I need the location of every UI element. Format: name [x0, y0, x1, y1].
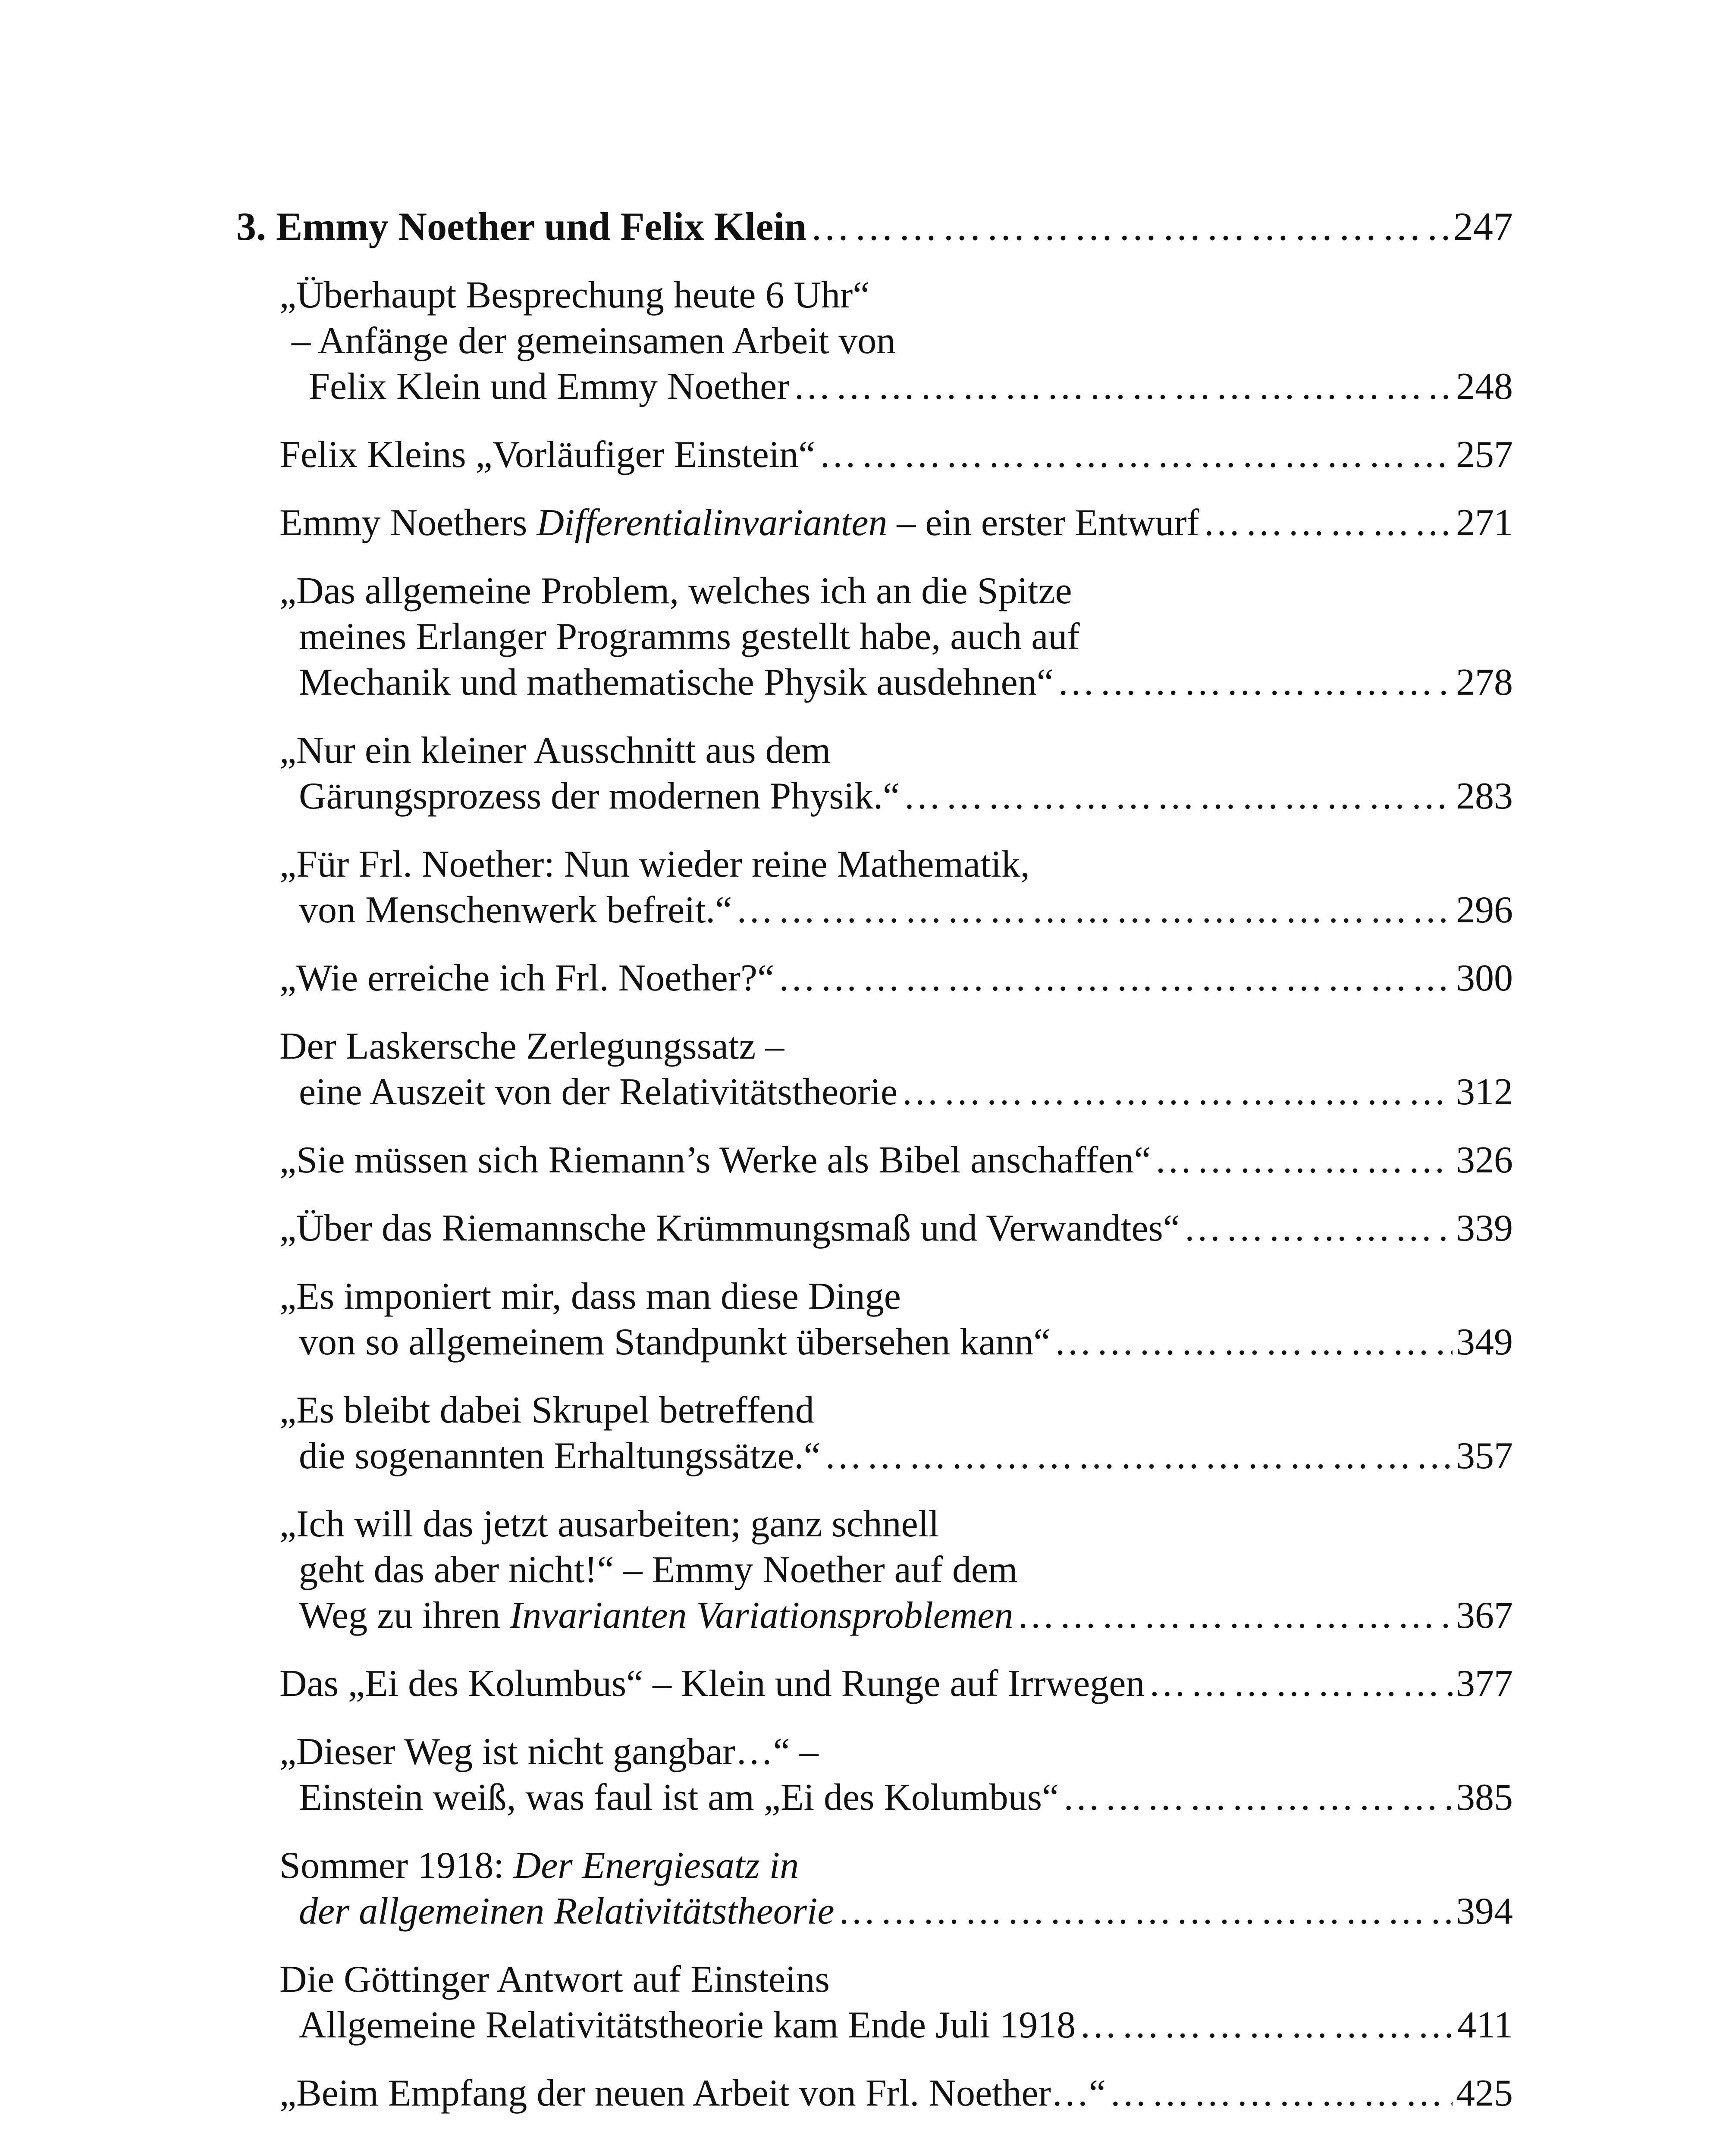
- page-number: 377: [1456, 1663, 1513, 1705]
- toc-entry: [236, 1501, 1513, 1639]
- entry-line: geht das aber nicht!“ – Emmy Noether auf dem: [299, 1549, 1018, 1591]
- page-number: 339: [1456, 1207, 1513, 1249]
- toc-entry: [236, 1274, 1513, 1365]
- leader-dots: [735, 887, 1453, 933]
- italic-title: Invarianten Variationsproblemen: [509, 1595, 1013, 1636]
- entry-line: „Für Frl. Noether: Nun wieder reine Mathematik,: [279, 843, 1030, 885]
- entry-title: „Sie müssen sich Riemann’s Werke als Bibel anschaffen“: [279, 1139, 1151, 1181]
- entry-title: von Menschenwerk befreit.“: [299, 889, 732, 931]
- entry-line: – Anfänge der gemeinsamen Arbeit von: [292, 320, 896, 362]
- toc-entry: [236, 1661, 1513, 1707]
- entry-line: Der Laskersche Zerlegungssatz –: [279, 1025, 784, 1067]
- leader-dots: [1062, 1775, 1453, 1821]
- page-number: 300: [1456, 957, 1513, 999]
- page-number: 349: [1456, 1321, 1513, 1363]
- toc-entry: [236, 2071, 1513, 2116]
- entry-line: „Überhaupt Besprechung heute 6 Uhr“: [279, 274, 870, 316]
- toc-entry: [236, 273, 1513, 410]
- toc-entry: [236, 842, 1513, 933]
- entry-title: Weg zu ihren Invarianten Variationsproblemen: [299, 1595, 1013, 1636]
- entry-line: „Es imponiert mir, dass man diese Dinge: [279, 1275, 901, 1317]
- entry-line: „Es bleibt dabei Skrupel betreffend: [279, 1389, 814, 1431]
- entry-line: meines Erlanger Programms gestellt habe, auch auf: [299, 616, 1080, 658]
- leader-dots: [901, 1069, 1453, 1115]
- leader-dots: [838, 1889, 1453, 1934]
- entry-title: Emmy Noethers Differentialinvarianten – ein erster Entwurf: [279, 502, 1199, 544]
- entry-title: Felix Kleins „Vorläufiger Einstein“: [279, 434, 816, 476]
- toc-entry: [236, 1957, 1513, 2048]
- page-number: 357: [1456, 1435, 1513, 1477]
- entry-title: Mechanik und mathematische Physik ausdehnen“: [299, 661, 1054, 703]
- toc-entry: [236, 728, 1513, 819]
- page-number: 385: [1456, 1777, 1513, 1818]
- entry-line: Sommer 1918: Der Energiesatz in: [279, 1845, 799, 1887]
- page-number: 312: [1456, 1071, 1513, 1113]
- chapter-heading: [236, 203, 1513, 250]
- entry-title: die sogenannten Erhaltungssätze.“: [299, 1435, 821, 1477]
- entry-title: Felix Klein und Emmy Noether: [309, 366, 790, 407]
- leader-dots: [1054, 1319, 1453, 1365]
- leader-dots: [1203, 500, 1453, 546]
- leader-dots: [1079, 2002, 1454, 2048]
- leader-dots: [903, 774, 1453, 819]
- leader-dots: [1057, 660, 1453, 705]
- italic-title: Differentialinvarianten: [537, 502, 888, 544]
- page-number: 394: [1456, 1890, 1513, 1932]
- page-number: 283: [1456, 775, 1513, 817]
- leader-dots: [1148, 1661, 1453, 1707]
- chapter-page-number: 247: [1453, 204, 1513, 248]
- leader-dots: [824, 1433, 1453, 1479]
- entry-title: Einstein weiß, was faul ist am „Ei des Kolumbus“: [299, 1777, 1059, 1818]
- toc-entry: [236, 1388, 1513, 1479]
- leader-dots: [1154, 1138, 1453, 1183]
- page-number: 411: [1457, 2004, 1513, 2046]
- entry-title: Das „Ei des Kolumbus“ – Klein und Runge auf Irrwegen: [279, 1663, 1145, 1705]
- entry-title: „Über das Riemannsche Krümmungsmaß und Verwandtes“: [279, 1207, 1180, 1249]
- toc-entry: [236, 1729, 1513, 1821]
- entry-line: „Ich will das jetzt ausarbeiten; ganz schnell: [279, 1503, 939, 1545]
- toc-entry: [236, 432, 1513, 478]
- entry-title: „Beim Empfang der neuen Arbeit von Frl. Noether…“: [279, 2072, 1106, 2114]
- entry-title: eine Auszeit von der Relativitätstheorie: [299, 1071, 898, 1113]
- page-number: 326: [1456, 1139, 1513, 1181]
- leader-dots: [778, 956, 1453, 1001]
- leader-dots: [793, 364, 1453, 410]
- leader-dots: [819, 432, 1453, 478]
- page-number: 257: [1456, 434, 1513, 476]
- leader-dots: [810, 203, 1450, 250]
- page-number: 248: [1456, 366, 1513, 407]
- table-of-contents: [236, 203, 1513, 2139]
- page-number: 425: [1456, 2072, 1513, 2114]
- toc-entry: [236, 1206, 1513, 1251]
- italic-title: der allgemeinen Relativitätstheorie: [299, 1890, 835, 1932]
- leader-dots: [1109, 2071, 1453, 2116]
- entry-title: Gärungsprozess der modernen Physik.“: [299, 775, 900, 817]
- toc-entry: [236, 956, 1513, 1001]
- italic-title: Der Energiesatz in: [513, 1845, 799, 1887]
- entry-title: [299, 1889, 834, 1934]
- entry-line: „Dieser Weg ist nicht gangbar…“ –: [279, 1731, 819, 1773]
- leader-dots: [1017, 1593, 1453, 1639]
- chapter-title: 3. Emmy Noether und Felix Klein: [236, 204, 807, 248]
- toc-entry: [236, 568, 1513, 705]
- toc-entry: [236, 1024, 1513, 1115]
- entry-title: Allgemeine Relativitätstheorie kam Ende Juli 1918: [299, 2004, 1076, 2046]
- entry-title: „Wie erreiche ich Frl. Noether?“: [279, 957, 775, 999]
- page-number: 367: [1456, 1595, 1513, 1636]
- toc-entry: [236, 1843, 1513, 1934]
- toc-entry: [236, 1138, 1513, 1183]
- entry-line: „Das allgemeine Problem, welches ich an die Spitze: [279, 570, 1072, 612]
- entry-line: Die Göttinger Antwort auf Einsteins: [279, 1959, 830, 2000]
- page-number: 296: [1456, 889, 1513, 931]
- leader-dots: [1183, 1206, 1453, 1251]
- toc-entry: [236, 500, 1513, 546]
- page-number: 271: [1456, 502, 1513, 544]
- entry-line: „Nur ein kleiner Ausschnitt aus dem: [279, 730, 831, 771]
- entry-title: von so allgemeinem Standpunkt übersehen kann“: [299, 1321, 1051, 1363]
- page-number: 278: [1456, 661, 1513, 703]
